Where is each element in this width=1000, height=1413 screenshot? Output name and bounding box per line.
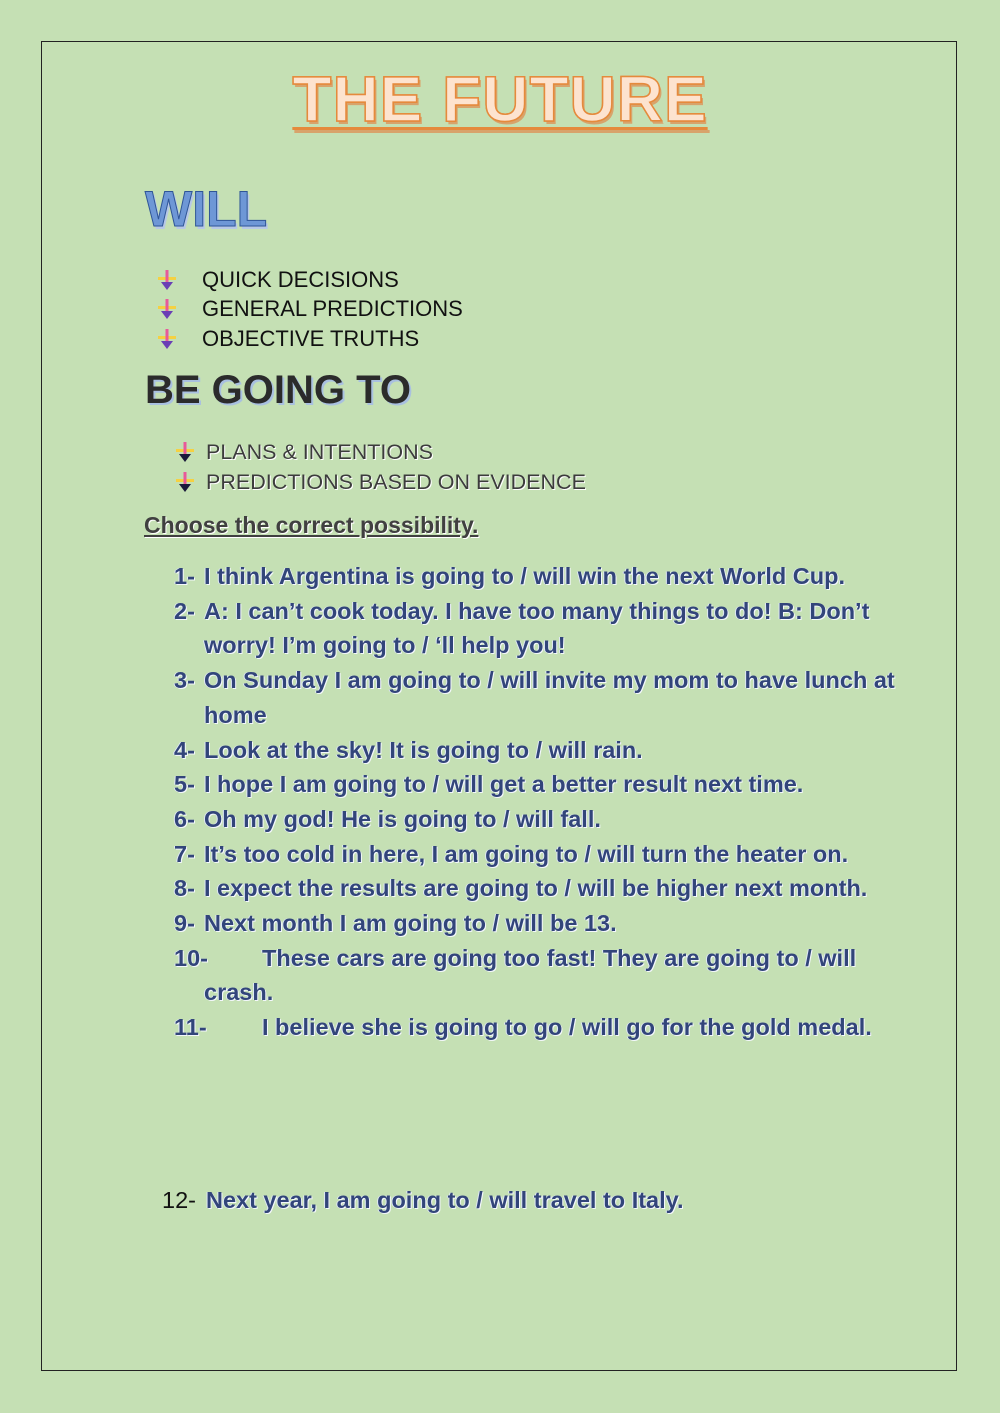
question-item (174, 767, 909, 802)
question-number: 8- (174, 875, 195, 902)
question-text: Look at the sky! It is going to / will rain. (204, 736, 643, 763)
question-item (174, 871, 909, 906)
list-item (156, 324, 463, 354)
question-text: It’s too cold in here, I am going to / will turn the heater on. (204, 840, 849, 867)
arrow-bullet-icon (156, 269, 178, 291)
question-number: 4- (174, 736, 195, 763)
list-item (174, 437, 586, 467)
arrow-bullet-icon (156, 328, 178, 350)
question-item (174, 559, 909, 594)
will-heading: WILL (145, 181, 268, 237)
question-text: These cars are going too fast! They are going to / will crash. (204, 944, 857, 1006)
list-item (156, 265, 463, 295)
question-text: I hope I am going to / will get a better result next time. (204, 771, 804, 798)
exercise-instructions: Choose the correct possibility. (144, 512, 479, 538)
question-number: 2- (174, 597, 195, 624)
arrow-bullet-icon (174, 441, 196, 463)
question-number: 3- (174, 667, 195, 694)
list-item (174, 467, 586, 497)
question-number: 11- (174, 1014, 207, 1041)
question-text: I believe she is going to go / will go for the gold medal. (262, 1014, 872, 1041)
question-text: A: I can’t cook today. I have too many things to do! B: Don’t worry! I’m going to / ‘ll help you! (204, 597, 870, 659)
be-going-to-heading: BE GOING TO (145, 368, 411, 412)
question-item (174, 941, 909, 1010)
question-text: Oh my god! He is going to / will fall. (204, 805, 601, 832)
will-use-label: OBJECTIVE TRUTHS (202, 325, 420, 351)
question-number: 7- (174, 840, 195, 867)
be-going-to-use-label: PREDICTIONS BASED ON EVIDENCE (206, 469, 586, 494)
question-text: Next year, I am going to / will travel to Italy. (205, 1187, 684, 1213)
question-number: 10- (174, 944, 208, 971)
question-number: 1- (174, 563, 195, 589)
will-uses-list (156, 265, 463, 354)
question-number: 6- (174, 805, 195, 832)
question-number: 12- (162, 1187, 196, 1213)
question-item (174, 663, 909, 732)
page-title: THE FUTURE (292, 63, 708, 135)
question-text: Next month I am going to / will be 13. (204, 910, 617, 937)
question-text: On Sunday I am going to / will invite my mom to have lunch at home (204, 667, 895, 728)
arrow-bullet-icon (156, 298, 178, 320)
arrow-bullet-icon (174, 471, 196, 493)
list-item (156, 295, 463, 325)
question-text: I think Argentina is going to / will win the next World Cup. (204, 563, 846, 589)
will-use-label: GENERAL PREDICTIONS (202, 296, 463, 322)
be-going-to-use-label: PLANS & INTENTIONS (206, 439, 433, 464)
be-going-to-uses-list (174, 437, 586, 497)
question-item (162, 1183, 684, 1218)
question-number: 5- (174, 771, 195, 798)
question-number: 9- (174, 910, 195, 937)
will-use-label: QUICK DECISIONS (202, 266, 399, 292)
question-item (174, 906, 909, 941)
question-item (174, 1010, 909, 1045)
question-text: I expect the results are going to / will be higher next month. (204, 875, 868, 902)
question-item (174, 802, 909, 837)
question-item (174, 594, 909, 663)
question-item (174, 837, 909, 872)
question-item (174, 733, 909, 768)
exercise-questions (174, 559, 909, 1045)
